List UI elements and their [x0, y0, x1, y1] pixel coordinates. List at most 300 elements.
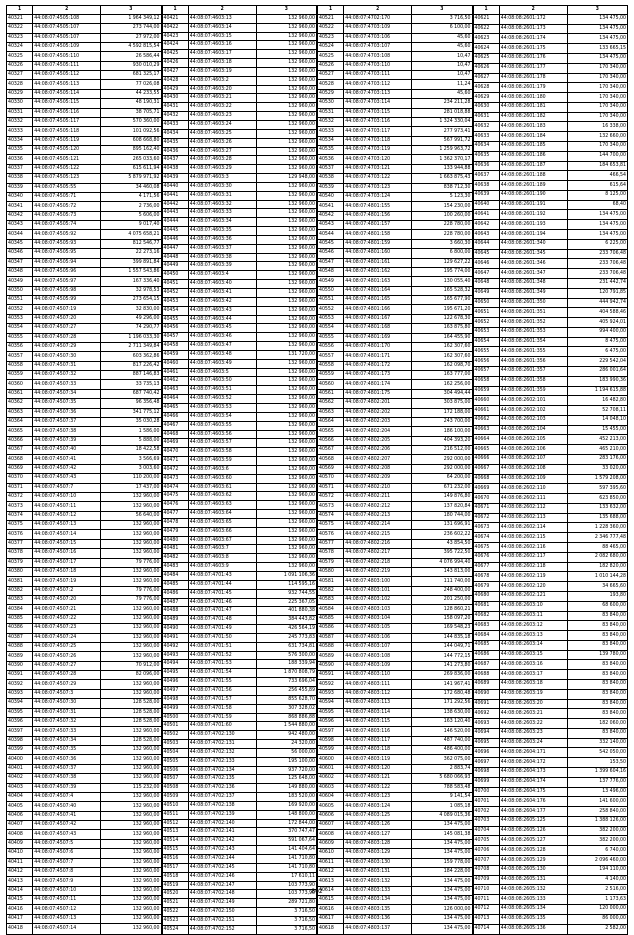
cadastral-value: 83 840,00 [567, 670, 627, 680]
cadastral-value: 1 557 543,86 [101, 267, 161, 276]
cadastral-value: 83 840,00 [567, 611, 627, 621]
cadastral-number: 44:08:07:4803:129 [344, 849, 412, 858]
cadastral-number: 44:08:07:4603:55 [188, 421, 256, 430]
cadastral-number: 44:08:07:4505:114 [33, 89, 101, 98]
cadastral-value: 132 960,00 [256, 527, 316, 536]
row-number: 40632 [473, 122, 499, 132]
row-number: 40352 [7, 305, 33, 314]
row-number: 40334 [7, 136, 33, 145]
cadastral-value: 597 395,60 [567, 484, 627, 494]
table-row [473, 699, 628, 709]
table-row [7, 146, 162, 155]
table-row [162, 810, 317, 819]
table-row [473, 631, 628, 641]
table-row [473, 650, 628, 660]
table-row [318, 671, 473, 680]
cadastral-number: 44:08:07:4703:108 [344, 52, 412, 61]
cadastral-value: 229 542,04 [567, 357, 627, 367]
cadastral-number: 44:08:07:4507:23 [33, 624, 101, 633]
table-row [318, 361, 473, 370]
cadastral-value: 132 960,00 [256, 59, 316, 68]
table-row [318, 221, 473, 230]
cadastral-value: 5 680 066,93 [412, 774, 472, 783]
cadastral-number: 44:08:07:4505:111 [33, 61, 101, 70]
row-number: 40566 [318, 436, 344, 445]
cadastral-value: 141 600,00 [567, 797, 627, 807]
table-row [318, 708, 473, 717]
cadastral-value: 2 516,00 [567, 885, 627, 895]
row-number: 40672 [473, 513, 499, 523]
row-number: 40384 [7, 605, 33, 614]
cadastral-number: 44:08:07:4703:122 [344, 174, 412, 183]
cadastral-value: 26 586,44 [101, 52, 161, 61]
cadastral-value: 145 081,38 [412, 830, 472, 839]
cadastral-value: 64 200,00 [412, 474, 472, 483]
table-row [162, 686, 317, 695]
table-row [318, 652, 473, 661]
cadastral-number: 44:08:07:4603:57 [188, 439, 256, 448]
cadastral-number: 44:08:07:4505:121 [33, 155, 101, 164]
cadastral-number: 44:08:08:2605:136 [499, 924, 567, 934]
table-row [7, 558, 162, 567]
row-number: 40595 [318, 708, 344, 717]
table-row [7, 192, 162, 201]
row-number: 40547 [318, 258, 344, 267]
row-number: 40368 [7, 455, 33, 464]
cadastral-number: 44:08:07:4507:29 [33, 342, 101, 351]
cadastral-value: 6 100,00 [412, 24, 472, 33]
cadastral-value: 83 840,00 [567, 640, 627, 650]
table-row [473, 523, 628, 533]
table-block [6, 5, 162, 935]
cadastral-value: 1 194 615,88 [567, 386, 627, 396]
cadastral-number: 44:08:08:2601:352 [499, 318, 567, 328]
row-number: 40580 [318, 567, 344, 576]
table-row [318, 624, 473, 633]
table-row [162, 342, 317, 351]
table-row [162, 545, 317, 554]
cadastral-value: 167 336,40 [101, 277, 161, 286]
table-row [162, 368, 317, 377]
table-row [7, 914, 162, 923]
table-row [162, 174, 317, 183]
row-number: 40321 [7, 14, 33, 23]
cadastral-value: 24 320,00 [256, 740, 316, 749]
table-row [162, 598, 317, 607]
row-number: 40662 [473, 415, 499, 425]
row-number: 40598 [318, 736, 344, 745]
cadastral-number: 44:08:07:4802:201 [344, 399, 412, 408]
cadastral-number: 44:08:07:4507:16 [33, 549, 101, 558]
row-number: 40458 [162, 342, 188, 351]
cadastral-value: 132 960,00 [101, 521, 161, 530]
row-number: 40600 [318, 755, 344, 764]
row-number: 40363 [7, 408, 33, 417]
row-number: 40591 [318, 671, 344, 680]
table-row [162, 527, 317, 536]
cadastral-value: 163 120,40 [412, 717, 472, 726]
cadastral-number: 44:08:08:2604:177 [499, 807, 567, 817]
cadastral-number: 44:08:07:4507:37 [33, 417, 101, 426]
cadastral-number: 44:08:07:4603:23 [188, 112, 256, 121]
cadastral-number: 44:08:07:4803:134 [344, 896, 412, 905]
table-row [162, 518, 317, 527]
cadastral-value: 132 960,00 [101, 924, 161, 934]
cadastral-number: 44:08:08:2603:12 [499, 621, 567, 631]
row-number: 40685 [473, 640, 499, 650]
table-row [318, 811, 473, 820]
cadastral-value: 138 630,00 [412, 708, 472, 717]
cadastral-number: 44:08:08:2605:128 [499, 846, 567, 856]
row-number: 40389 [7, 652, 33, 661]
table-row [473, 376, 628, 386]
row-number: 40550 [318, 286, 344, 295]
row-number: 40712 [473, 904, 499, 914]
cadastral-value: 134 475,00 [567, 14, 627, 24]
cadastral-value: 11,24 [412, 80, 472, 89]
row-number: 40514 [162, 837, 188, 846]
cadastral-value: 132 960,00 [101, 849, 161, 858]
row-number: 40418 [7, 924, 33, 934]
cadastral-number: 44:08:07:4802:203 [344, 417, 412, 426]
row-number: 40369 [7, 464, 33, 473]
cadastral-value: 132 960,00 [101, 577, 161, 586]
cadastral-number: 44:08:07:4703:119 [344, 146, 412, 155]
table-row [318, 521, 473, 530]
cadastral-number: 44:08:07:4507:35 [33, 399, 101, 408]
cadastral-number: 44:08:08:2603:13 [499, 631, 567, 641]
cadastral-number: 44:08:07:4603:36 [188, 235, 256, 244]
row-number: 40459 [162, 350, 188, 359]
row-number: 40379 [7, 558, 33, 567]
table-row [473, 190, 628, 200]
table-row [7, 221, 162, 230]
cadastral-value: 228 780,00 [412, 230, 472, 239]
cadastral-value: 2 346 777,48 [567, 533, 627, 543]
row-number: 40714 [473, 924, 499, 934]
cadastral-value: 382 200,00 [567, 826, 627, 836]
row-number: 40637 [473, 171, 499, 181]
table-row [473, 904, 628, 914]
row-number: 40574 [318, 511, 344, 520]
row-number: 40453 [162, 297, 188, 306]
row-number: 40542 [318, 211, 344, 220]
cadastral-value: 681 325,17 [101, 71, 161, 80]
row-number: 40587 [318, 633, 344, 642]
cadastral-number: 44:08:07:4801:175 [344, 389, 412, 398]
row-number: 40559 [318, 371, 344, 380]
table-row [473, 386, 628, 396]
cadastral-number: 44:08:07:4603:35 [188, 227, 256, 236]
table-row [7, 661, 162, 670]
table-row [473, 259, 628, 269]
row-number: 40626 [473, 63, 499, 73]
table-row [473, 572, 628, 582]
cadastral-number: 44:08:07:4505:96 [33, 267, 101, 276]
table-row [162, 403, 317, 412]
cadastral-number: 44:08:07:4507:36 [33, 755, 101, 764]
cadastral-value: 132 960,00 [256, 120, 316, 129]
cadastral-value: 163 875,80 [412, 324, 472, 333]
row-number: 40371 [7, 483, 33, 492]
cadastral-value: 132 960,00 [256, 448, 316, 457]
cadastral-value: 6 225,00 [567, 239, 627, 249]
table-row [7, 389, 162, 398]
cadastral-value: 228 780,00 [412, 221, 472, 230]
row-number: 40561 [318, 389, 344, 398]
cadastral-value: 2 883,74 [412, 764, 472, 773]
row-number: 40413 [7, 877, 33, 886]
table-row [162, 439, 317, 448]
cadastral-number: 44:08:07:4803:102 [344, 596, 412, 605]
table-row [318, 389, 473, 398]
table-row [318, 24, 473, 33]
cadastral-value: 3 566,69 [101, 455, 161, 464]
cadastral-value: 38 705,71 [101, 108, 161, 117]
table-row [473, 660, 628, 670]
cadastral-value: 10,47 [412, 52, 472, 61]
table-row [473, 679, 628, 689]
table-row [473, 200, 628, 210]
table-row [473, 455, 628, 465]
table-row [7, 708, 162, 717]
cadastral-value: 35 030,28 [101, 417, 161, 426]
row-number: 40535 [318, 146, 344, 155]
row-number: 40551 [318, 296, 344, 305]
row-number: 40398 [7, 736, 33, 745]
cadastral-value: 1 259 963,72 [412, 146, 472, 155]
cadastral-number: 44:08:07:4507:37 [33, 764, 101, 773]
table-row [318, 492, 473, 501]
cadastral-value: 88 465,00 [567, 543, 627, 553]
row-number: 40503 [162, 740, 188, 749]
cadastral-number: 44:08:07:4701:49 [188, 625, 256, 634]
table-row [318, 633, 473, 642]
row-number: 40709 [473, 875, 499, 885]
row-number: 40395 [7, 708, 33, 717]
cadastral-number: 44:08:07:4507:40 [33, 446, 101, 455]
table-row [162, 280, 317, 289]
cadastral-value: 128 528,00 [101, 717, 161, 726]
row-number: 40653 [473, 327, 499, 337]
cadastral-number: 44:08:08:2601:340 [499, 239, 567, 249]
cadastral-value: 466,54 [567, 171, 627, 181]
table-row [162, 863, 317, 872]
row-number: 40325 [7, 52, 33, 61]
cadastral-number: 44:08:07:4802:205 [344, 436, 412, 445]
table-row [473, 357, 628, 367]
row-number: 40569 [318, 464, 344, 473]
cadastral-value: 132 960,00 [256, 297, 316, 306]
header-row [473, 6, 628, 15]
cadastral-value: 283 176,00 [567, 455, 627, 465]
cadastral-number: 44:08:07:4702:148 [188, 890, 256, 899]
cadastral-value: 130 055,40 [412, 277, 472, 286]
row-number: 40577 [318, 539, 344, 548]
cadastral-number: 44:08:08:2603:19 [499, 689, 567, 699]
cadastral-value: 281 018,88 [412, 108, 472, 117]
cadastral-number: 44:08:07:4603:6 [188, 465, 256, 474]
table-row [473, 63, 628, 73]
cadastral-number: 44:08:07:4603:34 [188, 218, 256, 227]
table-row [318, 286, 473, 295]
cadastral-value: 134 475,00 [412, 839, 472, 848]
cadastral-value: 4 089 015,36 [412, 811, 472, 820]
row-number: 40508 [162, 784, 188, 793]
cadastral-number: 44:08:07:4507:25 [33, 642, 101, 651]
table-row [473, 269, 628, 279]
column-header: 1 [162, 6, 188, 15]
row-number: 40596 [318, 717, 344, 726]
table-row [318, 792, 473, 801]
cadastral-number: 44:08:07:4507:27 [33, 324, 101, 333]
table-row [473, 777, 628, 787]
table-row [7, 896, 162, 905]
table-row [473, 807, 628, 817]
cadastral-number: 44:08:07:4507:24 [33, 633, 101, 642]
cadastral-number: 44:08:07:4507:31 [33, 361, 101, 370]
cadastral-value: 132 960,00 [256, 563, 316, 572]
cadastral-value: 144 700,00 [567, 151, 627, 161]
table-row [473, 53, 628, 63]
row-number: 40611 [318, 858, 344, 867]
cadastral-value: 32 978,53 [101, 286, 161, 295]
table-row [7, 736, 162, 745]
table-row [473, 503, 628, 513]
cadastral-number: 44:08:08:2601:192 [499, 210, 567, 220]
table-row [318, 830, 473, 839]
cadastral-number: 44:08:07:4802:210 [344, 483, 412, 492]
cadastral-number: 44:08:07:4505:55 [33, 183, 101, 192]
cadastral-value: 631 734,81 [256, 642, 316, 651]
cadastral-number: 44:08:07:4507:28 [33, 333, 101, 342]
table-row [162, 156, 317, 165]
cadastral-number: 44:08:07:4801:169 [344, 333, 412, 342]
cadastral-number: 44:08:08:2602:103 [499, 415, 567, 425]
table-row [7, 727, 162, 736]
cadastral-number: 44:08:07:4703:112 [344, 80, 412, 89]
row-number: 40396 [7, 717, 33, 726]
cadastral-value: 216 512,00 [412, 446, 472, 455]
row-number: 40533 [318, 127, 344, 136]
cadastral-number: 44:08:07:4505:72 [33, 202, 101, 211]
table-row [7, 136, 162, 145]
cadastral-value: 2 082 680,00 [567, 552, 627, 562]
cadastral-number: 44:08:08:2603:10 [499, 601, 567, 611]
cadastral-value: 45,60 [412, 33, 472, 42]
cadastral-number: 44:08:08:2601:178 [499, 73, 567, 83]
row-number: 40327 [7, 71, 33, 80]
cadastral-number: 44:08:07:4507:42 [33, 821, 101, 830]
cadastral-number: 44:08:07:4603:28 [188, 156, 256, 165]
cadastral-number: 44:08:07:4702:133 [188, 757, 256, 766]
row-number: 40669 [473, 484, 499, 494]
data-table-grid [6, 5, 628, 935]
row-number: 40375 [7, 521, 33, 530]
row-number: 40404 [7, 792, 33, 801]
cadastral-number: 44:08:07:4703:113 [344, 89, 412, 98]
cadastral-value: 225 367,05 [256, 598, 316, 607]
cadastral-value: 128 860,21 [412, 605, 472, 614]
table-row [318, 324, 473, 333]
cadastral-number: 44:08:07:4603:50 [188, 377, 256, 386]
cadastral-value: 77 026,08 [101, 80, 161, 89]
cadastral-value: 134 475,00 [412, 821, 472, 830]
table-block [473, 5, 629, 935]
cadastral-value: 15 455,00 [567, 425, 627, 435]
cadastral-value: 1 870 808,79 [256, 669, 316, 678]
column-header: 2 [499, 6, 567, 15]
cadastral-value: 162 307,60 [412, 342, 472, 351]
row-number: 40388 [7, 642, 33, 651]
row-number: 40336 [7, 155, 33, 164]
row-number: 40423 [162, 32, 188, 41]
cadastral-number: 44:08:07:4703:124 [344, 192, 412, 201]
cadastral-value: 170 340,00 [567, 93, 627, 103]
cadastral-number: 44:08:07:4703:106 [344, 33, 412, 42]
cadastral-number: 44:08:08:2601:346 [499, 259, 567, 269]
row-number: 40608 [318, 830, 344, 839]
row-number: 40523 [318, 33, 344, 42]
cadastral-value: 2 736,00 [101, 202, 161, 211]
cadastral-number: 44:08:08:2603:18 [499, 679, 567, 689]
row-number: 40633 [473, 132, 499, 142]
cadastral-value: 164 455,90 [412, 333, 472, 342]
cadastral-number: 44:08:08:2602:102 [499, 406, 567, 416]
cadastral-value: 687 740,42 [101, 389, 161, 398]
row-number: 40638 [473, 181, 499, 191]
cadastral-number: 44:08:07:4801:166 [344, 305, 412, 314]
cadastral-value: 193,80 [567, 591, 627, 601]
cadastral-value: 132 960,00 [256, 289, 316, 298]
cadastral-value: 132 960,00 [101, 886, 161, 895]
table-row [162, 386, 317, 395]
cadastral-value: 132 960,00 [101, 746, 161, 755]
cadastral-value: 370 747,47 [256, 828, 316, 837]
cadastral-number: 44:08:07:4701:57 [188, 695, 256, 704]
cadastral-value: 125 648,00 [256, 775, 316, 784]
cadastral-number: 44:08:07:4803:108 [344, 652, 412, 661]
row-number: 40518 [162, 872, 188, 881]
row-number: 40385 [7, 614, 33, 623]
table-row [7, 249, 162, 258]
row-number: 40572 [318, 492, 344, 501]
table-row [318, 924, 473, 934]
cadastral-value: 8 125,00 [567, 190, 627, 200]
table-row [318, 502, 473, 511]
cadastral-number: 44:08:07:4803:115 [344, 717, 412, 726]
table-row [162, 722, 317, 731]
row-number: 40455 [162, 315, 188, 324]
cadastral-value: 34 460,08 [101, 183, 161, 192]
row-number: 40441 [162, 191, 188, 200]
cadastral-value: 2 711 349,84 [101, 342, 161, 351]
table-row [162, 129, 317, 138]
cadastral-number: 44:08:07:4701:43 [188, 572, 256, 581]
cadastral-number: 44:08:07:4703:110 [344, 61, 412, 70]
row-number: 40409 [7, 839, 33, 848]
cadastral-number: 44:08:07:4803:103 [344, 605, 412, 614]
row-number: 40331 [7, 108, 33, 117]
row-number: 40383 [7, 596, 33, 605]
cadastral-number: 44:08:07:4507:42 [33, 464, 101, 473]
row-number: 40341 [7, 202, 33, 211]
cadastral-value: 154 230,00 [412, 202, 472, 211]
row-number: 40517 [162, 863, 188, 872]
table-row [162, 660, 317, 669]
cadastral-number: 44:08:07:4701:50 [188, 633, 256, 642]
cadastral-number: 44:08:07:4803:135 [344, 905, 412, 914]
